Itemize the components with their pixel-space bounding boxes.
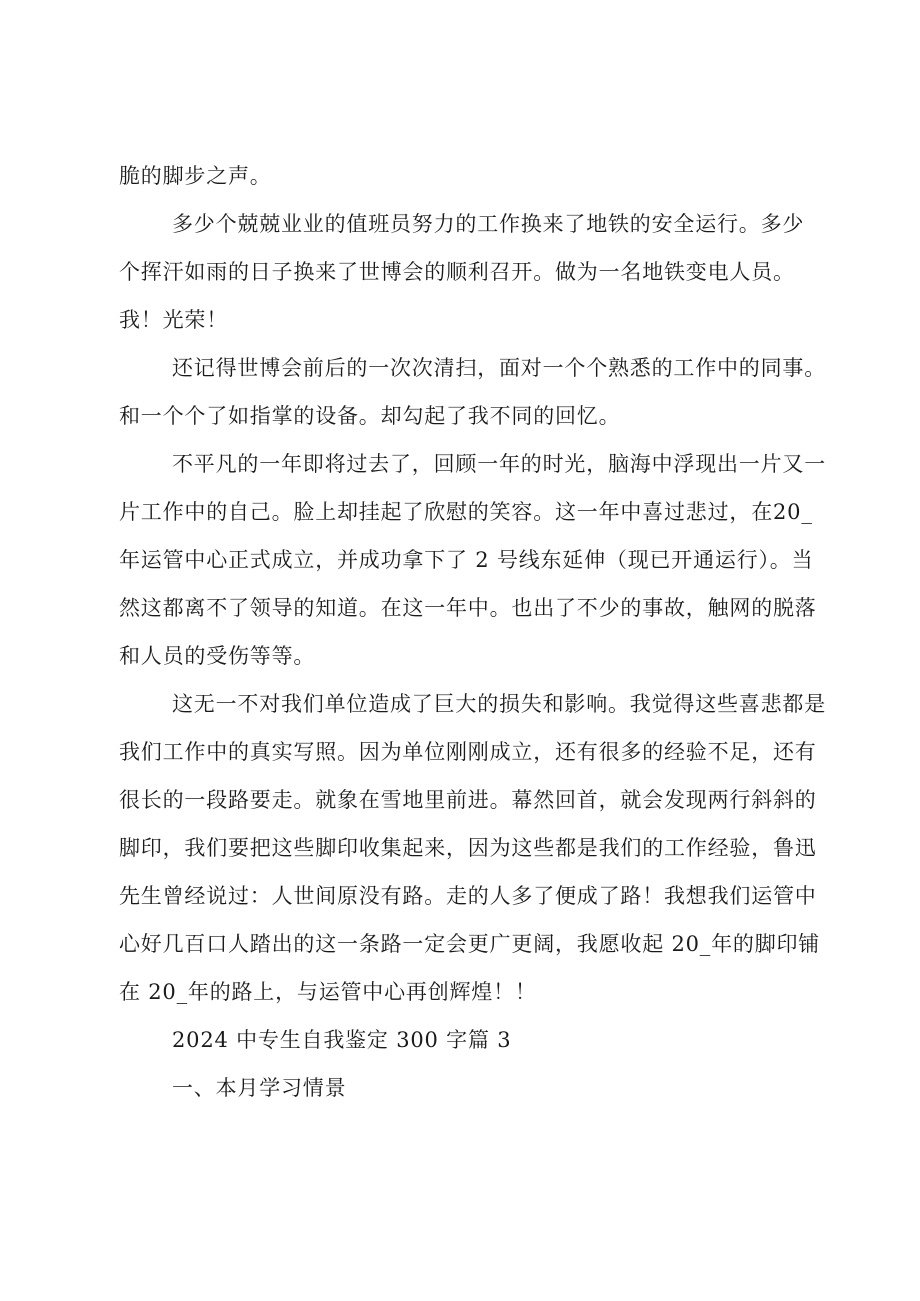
paragraph-line: 还记得世博会前后的一次次清扫，面对一个个熟悉的工作中的同事。 <box>172 356 826 380</box>
section-heading: 2024 中专生自我鉴定 300 字篇 3 <box>172 1028 512 1052</box>
paragraph-line: 多少个兢兢业业的值班员努力的工作换来了地铁的安全运行。多少 <box>172 212 805 236</box>
paragraph-line: 在 20_年的路上，与运管中心再创辉煌！！ <box>119 980 537 1004</box>
paragraph-line: 脆的脚步之声。 <box>119 164 272 188</box>
paragraph-line: 片工作中的自己。脸上却挂起了欣慰的笑容。这一年中喜过悲过，在20_ <box>119 500 813 524</box>
paragraph-line: 很长的一段路要走。就象在雪地里前进。幕然回首，就会发现两行斜斜的 <box>119 788 817 812</box>
paragraph-line: 先生曾经说过：人世间原没有路。走的人多了便成了路！我想我们运管中 <box>119 884 817 908</box>
paragraph-line: 然这都离不了领导的知道。在这一年中。也出了不少的事故，触网的脱落 <box>119 596 817 620</box>
subsection-heading: 一、本月学习情景 <box>172 1076 347 1100</box>
paragraph-line: 不平凡的一年即将过去了，回顾一年的时光，脑海中浮现出一片又一 <box>172 452 826 476</box>
paragraph-line: 和人员的受伤等等。 <box>119 644 316 668</box>
paragraph-line: 脚印，我们要把这些脚印收集起来，因为这些都是我们的工作经验，鲁迅 <box>119 836 817 860</box>
paragraph-line: 心好几百口人踏出的这一条路一定会更广更阔，我愿收起 20_年的脚印铺 <box>119 932 821 956</box>
paragraph-line: 年运管中心正式成立，并成功拿下了 2 号线东延伸（现已开通运行）。当 <box>119 548 814 572</box>
paragraph-line: 个挥汗如雨的日子换来了世博会的顺利召开。做为一名地铁变电人员。 <box>119 260 795 284</box>
paragraph-line: 我们工作中的真实写照。因为单位刚刚成立，还有很多的经验不足，还有 <box>119 740 817 764</box>
paragraph-line: 和一个个了如指掌的设备。却勾起了我不同的回忆。 <box>119 404 621 428</box>
paragraph-line: 我！光荣！ <box>119 308 228 332</box>
paragraph-line: 这无一不对我们单位造成了巨大的损失和影响。我觉得这些喜悲都是 <box>172 692 826 716</box>
